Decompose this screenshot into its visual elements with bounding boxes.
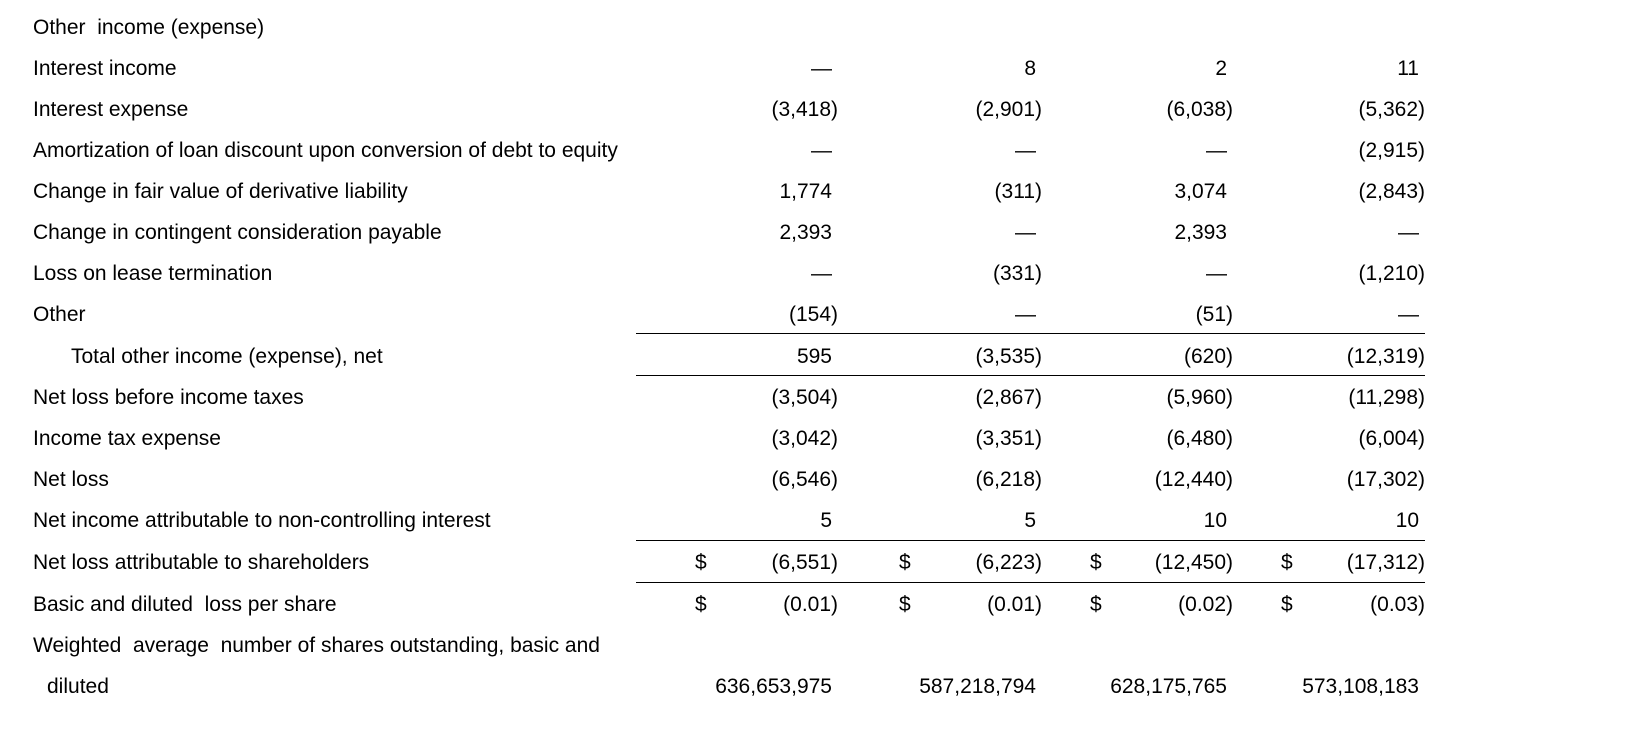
value-cell: — <box>1015 139 1036 162</box>
value-cell: (12,440) <box>1154 468 1233 491</box>
value-cell: 573,108,183 <box>1302 675 1419 698</box>
row-label: Change in contingent consideration payable <box>33 221 442 244</box>
value-cell: (3,351) <box>975 427 1042 450</box>
currency-symbol: $ <box>1281 551 1293 574</box>
underline-rule <box>636 375 1425 376</box>
value-cell: (620) <box>1183 345 1233 368</box>
row-label: Interest expense <box>33 98 189 121</box>
currency-symbol: $ <box>1090 551 1102 574</box>
table-row <box>0 130 1634 172</box>
currency-symbol: $ <box>695 593 707 616</box>
value-cell: (6,004) <box>1358 427 1425 450</box>
value-cell: 1,774 <box>779 180 832 203</box>
row-label: Basic and diluted loss per share <box>33 593 337 616</box>
value-cell: — <box>1206 139 1227 162</box>
value-cell: (5,362) <box>1358 98 1425 121</box>
underline-rule <box>636 333 1425 334</box>
value-cell: 11 <box>1397 57 1419 80</box>
value-cell: (6,551) <box>771 551 838 574</box>
value-cell: 2 <box>1215 57 1227 80</box>
row-label: Loss on lease termination <box>33 262 273 285</box>
value-cell: (6,223) <box>975 551 1042 574</box>
table-row <box>0 459 1634 501</box>
value-cell: (2,867) <box>975 386 1042 409</box>
value-cell: — <box>811 139 832 162</box>
currency-symbol: $ <box>695 551 707 574</box>
value-cell: (12,450) <box>1154 551 1233 574</box>
value-cell: (0.02) <box>1178 593 1233 616</box>
value-cell: — <box>1015 303 1036 326</box>
value-cell: (3,504) <box>771 386 838 409</box>
value-cell: — <box>1398 303 1419 326</box>
underline-rule <box>636 540 1425 541</box>
value-cell: 628,175,765 <box>1110 675 1227 698</box>
table-row <box>0 542 1634 584</box>
value-cell: 636,653,975 <box>715 675 832 698</box>
value-cell: (6,218) <box>975 468 1042 491</box>
currency-symbol: $ <box>1281 593 1293 616</box>
row-label: diluted <box>47 675 109 698</box>
value-cell: (51) <box>1195 303 1233 326</box>
value-cell: (0.01) <box>987 593 1042 616</box>
table-row <box>0 500 1634 542</box>
value-cell: (6,038) <box>1166 98 1233 121</box>
value-cell: (11,298) <box>1348 386 1425 409</box>
value-cell: 5 <box>820 509 832 532</box>
table-row <box>0 418 1634 460</box>
value-cell: (6,546) <box>771 468 838 491</box>
underline-rule <box>636 582 1425 583</box>
table-row <box>0 294 1634 336</box>
row-label: Interest income <box>33 57 177 80</box>
value-cell: — <box>811 57 832 80</box>
value-cell: — <box>1015 221 1036 244</box>
value-cell: (2,901) <box>975 98 1042 121</box>
value-cell: — <box>811 262 832 285</box>
row-label: Other income (expense) <box>33 16 265 39</box>
value-cell: (3,418) <box>771 98 838 121</box>
value-cell: 2,393 <box>779 221 832 244</box>
value-cell: (3,042) <box>771 427 838 450</box>
value-cell: (1,210) <box>1358 262 1425 285</box>
value-cell: 8 <box>1024 57 1036 80</box>
row-label: Other <box>33 303 86 326</box>
row-label: Total other income (expense), net <box>71 345 383 368</box>
row-label: Net loss attributable to shareholders <box>33 551 370 574</box>
value-cell: 2,393 <box>1174 221 1227 244</box>
currency-symbol: $ <box>899 593 911 616</box>
row-label: Change in fair value of derivative liability <box>33 180 408 203</box>
value-cell: 587,218,794 <box>919 675 1036 698</box>
table-row <box>0 48 1634 90</box>
table-row <box>0 625 1634 667</box>
value-cell: (331) <box>992 262 1042 285</box>
currency-symbol: $ <box>1090 593 1102 616</box>
value-cell: (0.03) <box>1370 593 1425 616</box>
row-label: Net loss <box>33 468 109 491</box>
table-row <box>0 377 1634 419</box>
value-cell: (17,312) <box>1346 551 1425 574</box>
value-cell: (3,535) <box>975 345 1042 368</box>
table-row <box>0 253 1634 295</box>
value-cell: (2,843) <box>1358 180 1425 203</box>
value-cell: (154) <box>788 303 838 326</box>
value-cell: (6,480) <box>1166 427 1233 450</box>
value-cell: 10 <box>1395 509 1419 532</box>
value-cell: (311) <box>994 180 1042 203</box>
row-label: Net loss before income taxes <box>33 386 304 409</box>
value-cell: (12,319) <box>1346 345 1425 368</box>
table-row <box>0 7 1634 49</box>
table-row <box>0 89 1634 131</box>
value-cell: (5,960) <box>1166 386 1233 409</box>
value-cell: 595 <box>796 345 832 368</box>
table-row <box>0 212 1634 254</box>
table-row <box>0 171 1634 213</box>
value-cell: — <box>1206 262 1227 285</box>
currency-symbol: $ <box>899 551 911 574</box>
row-label: Net income attributable to non-controlling interest <box>33 509 491 532</box>
value-cell: 10 <box>1203 509 1227 532</box>
row-label: Weighted average number of shares outstanding, basic and <box>33 634 600 657</box>
value-cell: (17,302) <box>1346 468 1425 491</box>
table-row <box>0 336 1634 378</box>
table-row <box>0 584 1634 626</box>
row-label: Income tax expense <box>33 427 221 450</box>
value-cell: (0.01) <box>783 593 838 616</box>
table-row <box>0 666 1634 708</box>
value-cell: 5 <box>1024 509 1036 532</box>
value-cell: (2,915) <box>1358 139 1425 162</box>
value-cell: 3,074 <box>1174 180 1227 203</box>
row-label: Amortization of loan discount upon conversion of debt to equity <box>33 139 618 162</box>
value-cell: — <box>1398 221 1419 244</box>
